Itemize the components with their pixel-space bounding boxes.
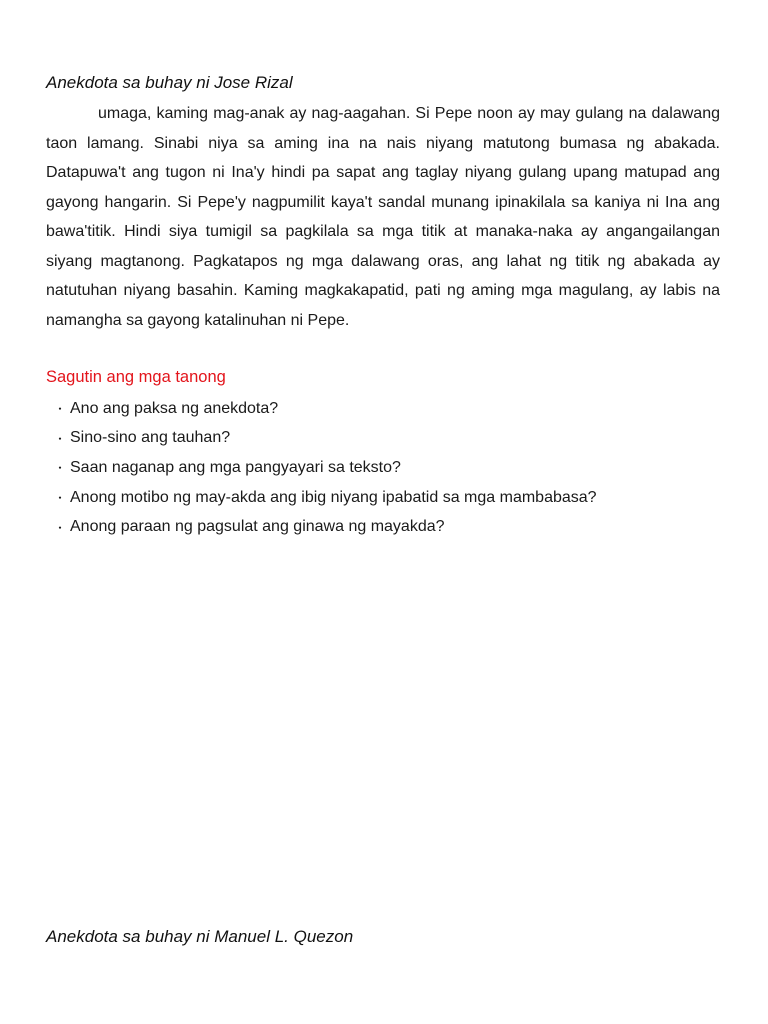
question-item <box>46 394 597 424</box>
question-text: Saan naganap ang mga pangyayari sa teksto? <box>70 458 401 476</box>
section-title-rizal: Anekdota sa buhay ni Jose Rizal <box>46 73 293 92</box>
anecdote-paragraph: umaga, kaming mag-anak ay nag-aagahan. Si Pepe noon ay may gulang na dalawang taon lamang. Sinabi niya sa aming ina na nais niyang matutong bumasa ng abakada. Datapuwa't ang tugon ni Ina'y hindi pa sapat ang taglay niyang gulang upang matupad ang gayong hangarin. Si Pepe'y nagpumilit kaya't sandal munang ipinakilala sa kaniya ni Ina ang bawa'titik. Hindi siya tumigil sa pagkilala sa mga titik at manaka-naka ay angangailangan siyang magtanong. Pagkatapos ng mga dalawang oras, ang lahat ng titik ng abakada ay natutuhan niyang basahin. Kaming magkakapatid, pati ng aming mga magulang, ay labis na namangha sa gayong katalinuhan ni Pepe. <box>46 105 720 329</box>
questions-list <box>46 394 597 542</box>
bullet-icon: ・ <box>54 520 67 535</box>
bullet-icon: ・ <box>54 431 67 446</box>
question-text: Anong paraan ng pagsulat ang ginawa ng mayakda? <box>70 518 445 536</box>
question-item <box>46 424 597 454</box>
question-text: Sino-sino ang tauhan? <box>70 429 231 447</box>
question-text: Ano ang paksa ng anekdota? <box>70 399 279 417</box>
section-title-quezon: Anekdota sa buhay ni Manuel L. Quezon <box>46 927 354 946</box>
bullet-icon: ・ <box>54 491 67 506</box>
question-item <box>46 512 597 542</box>
question-item <box>46 453 597 483</box>
bullet-icon: ・ <box>54 402 67 417</box>
question-item <box>46 483 597 513</box>
bullet-icon: ・ <box>54 461 67 476</box>
question-text: Anong motibo ng may-akda ang ibig niyang ipabatid sa mga mambabasa? <box>70 488 597 506</box>
questions-heading: Sagutin ang mga tanong <box>46 368 226 386</box>
